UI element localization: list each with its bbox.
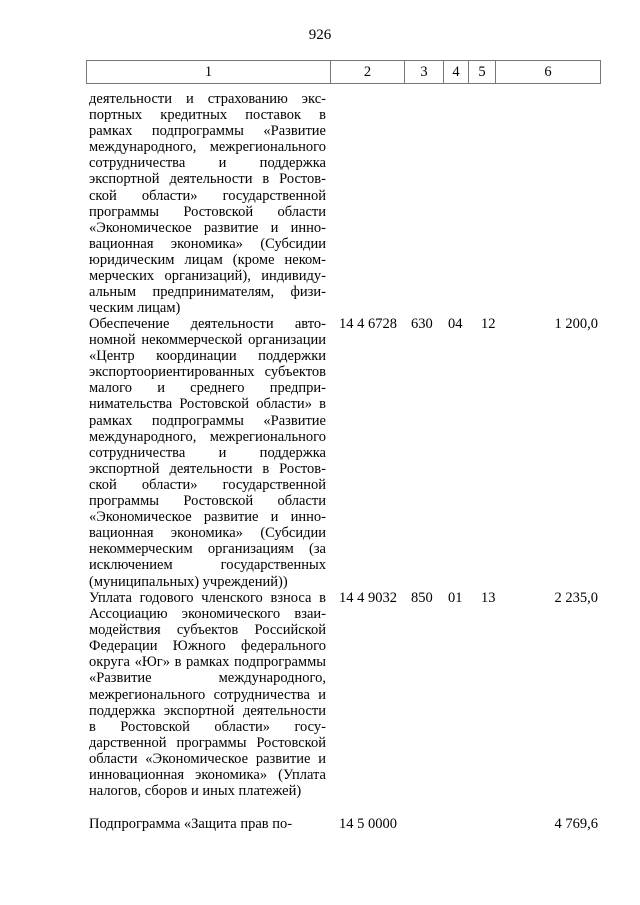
header-col-1: 1 bbox=[87, 61, 331, 84]
row-sum: 4 769,6 bbox=[554, 816, 598, 832]
row-pr: 12 bbox=[481, 316, 496, 332]
row-code: 14 5 0000 bbox=[339, 816, 397, 832]
table-header bbox=[86, 60, 601, 84]
row-description: Подпрограмма «Защита прав по- bbox=[89, 816, 293, 832]
header-col-5: 5 bbox=[469, 61, 496, 84]
header-col-4: 4 bbox=[444, 61, 469, 84]
row-sum: 2 235,0 bbox=[554, 590, 598, 606]
row-pr: 13 bbox=[481, 590, 496, 606]
row-description: Обеспечение деятельности автономной некоммерческой организации «Центр координации поддержки экспортоориентированных субъектов малого и среднего предпринимательства Ростовской области» в рамках подпрограммы «Развитие международного, межрегионального сотрудничества и поддержка экспортной деятельности в Ростовской области» государственной программы Ростовской области «Экономическое развитие и инновационная экономика» (Субсидии некоммерческим организациям (за исключением государственных (муниципальных) учреждений)) bbox=[89, 316, 326, 590]
header-col-3: 3 bbox=[405, 61, 444, 84]
row-code: 14 4 6728 bbox=[339, 316, 397, 332]
row-vr: 850 bbox=[411, 590, 433, 606]
row-description: Уплата годового членского взноса в Ассоциацию экономического взаимодействия субъектов Российской Федерации Южного федерального округа «Юг» в рамках подпрограммы «Развитие международного, межрегионального сотрудничества и поддержка экспортной деятельности в Ростовской области» государственной программы Ростовской области «Экономическое развитие и инновационная экономика» (Уплата налогов, сборов и иных платежей) bbox=[89, 590, 326, 800]
header-col-2: 2 bbox=[331, 61, 405, 84]
header-col-6: 6 bbox=[496, 61, 601, 84]
row-description: деятельности и страхованию экспортных кредитных поставок в рамках подпрограммы «Развитие международного, межрегионального сотрудничества и поддержка экспортной деятельности в Ростовской области» государственной программы Ростовской области «Экономическое развитие и инновационная экономика» (Субсидии юридическим лицам (кроме некоммерческих организаций), индивидуальным предпринимателям, физическим лицам) bbox=[89, 91, 326, 317]
row-vr: 630 bbox=[411, 316, 433, 332]
page-number: 926 bbox=[308, 27, 332, 43]
row-rz: 04 bbox=[448, 316, 463, 332]
row-rz: 01 bbox=[448, 590, 463, 606]
row-code: 14 4 9032 bbox=[339, 590, 397, 606]
row-sum: 1 200,0 bbox=[554, 316, 598, 332]
